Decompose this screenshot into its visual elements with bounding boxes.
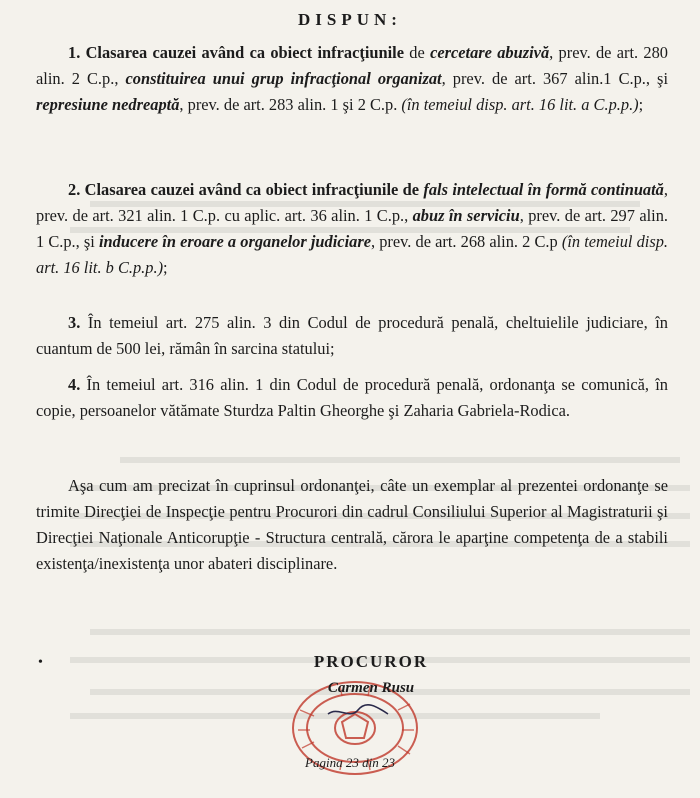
item-3-number: 3. — [68, 313, 81, 332]
item-3-paragraph — [36, 310, 668, 362]
page-number: Pagina 23 din 23 — [305, 755, 395, 770]
item-1-text-f: , prev. de art. 367 alin.1 C.p., şi — [441, 69, 668, 88]
item-1-legal-basis: (în temeiul disp. art. 16 lit. a C.p.p.) — [401, 95, 639, 114]
item-2-legal-basis: (în temeiul disp. art. 16 lit. b C.p.p.) — [36, 232, 669, 277]
signature-name: Carmen Rusu — [327, 680, 415, 696]
item-1-offense-3: represiune nedreaptă — [36, 95, 180, 114]
item-2-offense-1: fals intelectual în formă continuată — [423, 180, 664, 199]
item-2-offense-3: inducere în eroare a organelor judiciare — [98, 232, 371, 251]
item-1-offense-1: cercetare abuzivă — [430, 43, 550, 62]
item-2-number: 2. — [68, 180, 81, 199]
margin-mark: • — [38, 655, 43, 670]
item-3-text: În temeiul art. 275 alin. 3 din Codul de procedură penală, cheltuielile judiciare, în cuantum de 500 lei, rămân în sarcina statului; — [36, 313, 668, 358]
item-1-text-b: de — [404, 43, 431, 62]
item-2-text-e: , prev. de art. 297 alin. 1 C.p., şi — [36, 206, 669, 251]
signature-title: PROCUROR — [313, 652, 429, 671]
item-4-number: 4. — [68, 375, 81, 394]
item-2-text-g: , prev. de art. 268 alin. 2 C.p — [370, 232, 562, 251]
item-1-text-h: , prev. de art. 283 alin. 1 şi 2 C.p. — [179, 95, 402, 114]
item-2-lead: Clasarea cauzei având ca obiect infracţiunile de — [84, 180, 420, 199]
page-title: DISPUN: — [298, 10, 402, 29]
item-4-paragraph — [36, 372, 668, 424]
item-1-offense-2: constituirea unui grup infracţional organizat — [125, 69, 442, 88]
item-1-end: ; — [638, 95, 644, 114]
item-1-number: 1. — [68, 43, 81, 62]
item-2-text-c: , prev. de art. 321 alin. 1 C.p. cu aplic. art. 36 alin. 1 C.p., — [36, 180, 668, 225]
item-4-text: În temeiul art. 316 alin. 1 din Codul de procedură penală, ordonanţa se comunică, în copie, persoanelor vătămate Sturdza Paltin Gheorghe şi Zaharia Gabriela-Rodica. — [36, 375, 668, 420]
item-2-end: ; — [163, 258, 168, 277]
item-2-paragraph — [36, 177, 668, 281]
item-1-lead: Clasarea cauzei având ca obiect infracţiunile — [85, 43, 404, 62]
item-2-offense-2: abuz în serviciu — [412, 206, 520, 225]
closing-paragraph: Aşa cum am precizat în cuprinsul ordonanţei, câte un exemplar al prezentei ordonanţe se trimite Direcţiei de Inspecţie pentru Procurori din cadrul Consiliului Superior al Magistraturii şi Direcţiei Naţionale Anticorupţie - Structura centrală, cărora le aparţine competenţa de a stabili existenţa/inexistenţa unor abateri disciplinare. — [36, 476, 668, 573]
item-1-paragraph — [36, 40, 668, 118]
item-1-text-d: , prev. de art. 280 alin. 2 C.p., — [36, 43, 669, 88]
